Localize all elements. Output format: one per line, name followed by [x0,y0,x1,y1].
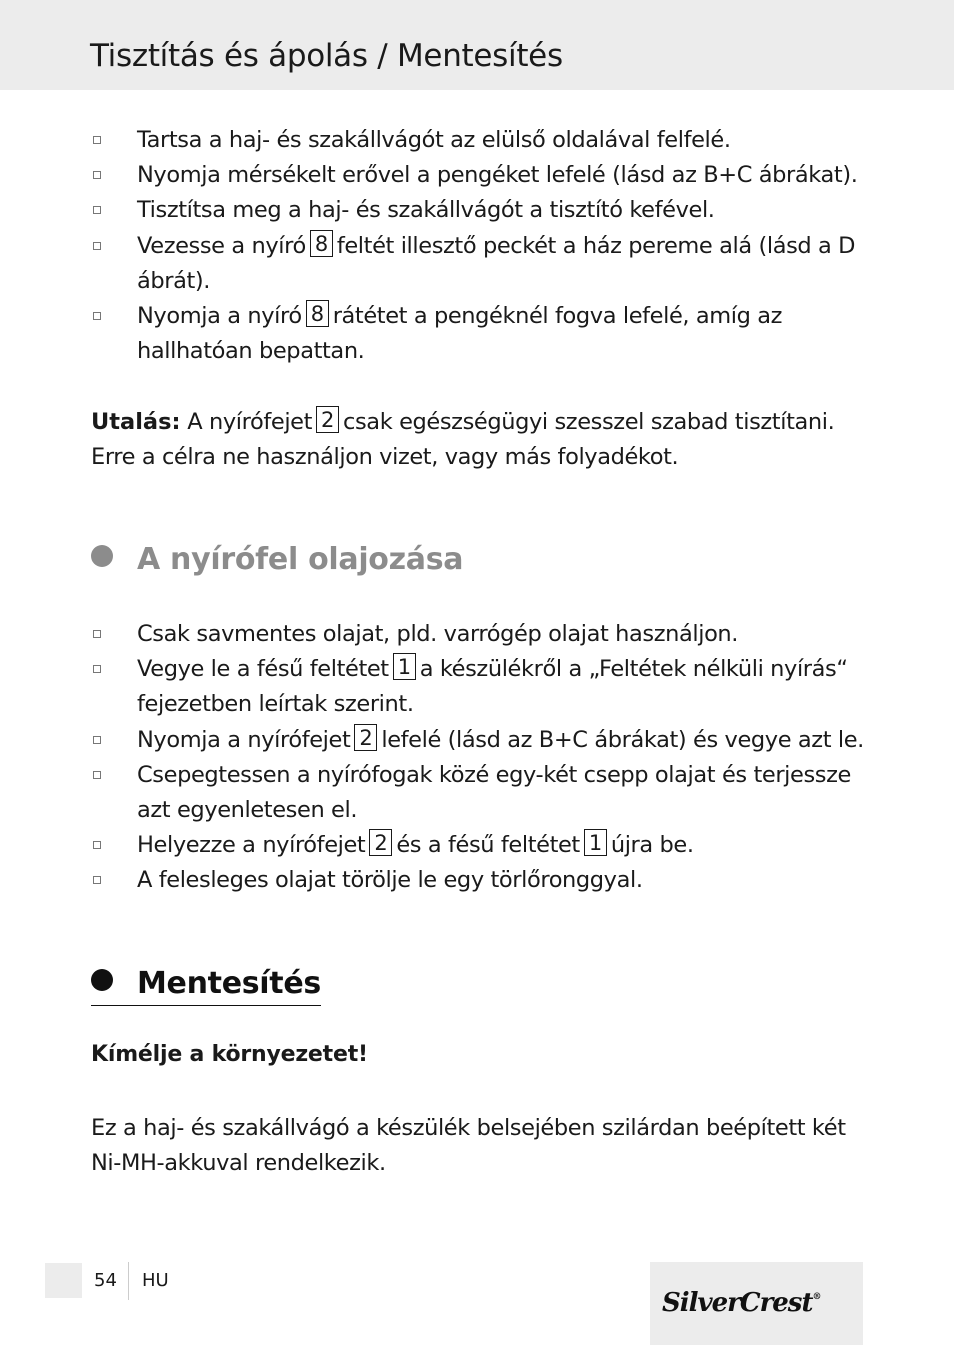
list-item: Nyomja mérsékelt erővel a pengéket lefelé (lásd az B+C ábrákat). [91,158,871,193]
list-item: Vegye le a fésű feltétet 1 a készülékről a „Feltétek nélküli nyírás“ fejezetben leírtak szerint. [91,652,871,722]
part-reference: 2 [354,724,377,751]
checkbox-bullet-icon [93,771,101,779]
checkbox-bullet-icon [93,736,101,744]
part-reference: 2 [316,406,339,433]
checkbox-bullet-icon [93,136,101,144]
list-item: Nyomja a nyírófejet 2 lefelé (lásd az B+C ábrákat) és vegye azt le. [91,723,871,758]
checkbox-bullet-icon [93,206,101,214]
checkbox-bullet-icon [93,876,101,884]
cleaning-note: Utalás: A nyírófejet 2 csak egészségügyi szesszel szabad tisztítani. Erre a célra ne használjon vizet, vagy más folyadékot. [91,408,835,471]
part-reference: 1 [393,653,416,680]
note-label: Utalás: [91,409,181,435]
footer-marker [45,1263,82,1298]
bullet-dot-icon [91,545,113,567]
section-heading-oiling: A nyírófel olajozása [91,542,463,577]
list-item: Csepegtessen a nyírófogak közé egy-két csepp olajat és terjessze azt egyenletesen el. [91,758,871,828]
checkbox-bullet-icon [93,665,101,673]
part-reference: 1 [584,829,607,856]
brand-logo [650,1262,863,1345]
list-item: Tartsa a haj- és szakállvágót az elülső oldalával felfelé. [91,123,871,158]
disposal-text: Ez a haj- és szakállvágó a készülék belsejében szilárdan beépített két Ni-MH-akkuval rendelkezik. [91,1115,846,1177]
list-item: Vezesse a nyíró 8 feltét illesztő peckét a ház pereme alá (lásd a D ábrát). [91,229,871,299]
cleaning-steps [91,123,871,369]
page-title: Tisztítás és ápolás / Mentesítés [90,38,563,74]
footer-divider [128,1262,129,1300]
list-item: Helyezze a nyírófejet 2 és a fésű feltétet 1 újra be. [91,828,871,863]
list-item: A felesleges olajat törölje le egy törlőronggyal. [91,863,871,898]
registered-mark: ® [812,1292,821,1302]
part-reference: 2 [369,829,392,856]
part-reference: 8 [306,300,329,327]
page-number: 54 [94,1270,117,1291]
checkbox-bullet-icon [93,841,101,849]
list-item: Nyomja a nyíró 8 rátétet a pengéknél fogva lefelé, amíg az hallhatóan bepattan. [91,299,871,369]
list-item: Csak savmentes olajat, pld. varrógép olajat használjon. [91,617,871,652]
bullet-dot-icon [91,969,113,991]
brand-name: SilverCrest [662,1288,813,1318]
disposal-subheading: Kímélje a környezetet! [91,1042,368,1067]
list-item: Tisztítsa meg a haj- és szakállvágót a tisztító kefével. [91,193,871,228]
section-heading-disposal: Mentesítés [91,966,321,1006]
checkbox-bullet-icon [93,630,101,638]
page-language: HU [142,1270,169,1291]
checkbox-bullet-icon [93,312,101,320]
oiling-steps [91,617,871,899]
disposal-text-block [91,1111,871,1181]
checkbox-bullet-icon [93,171,101,179]
checkbox-bullet-icon [93,242,101,250]
part-reference: 8 [310,230,333,257]
